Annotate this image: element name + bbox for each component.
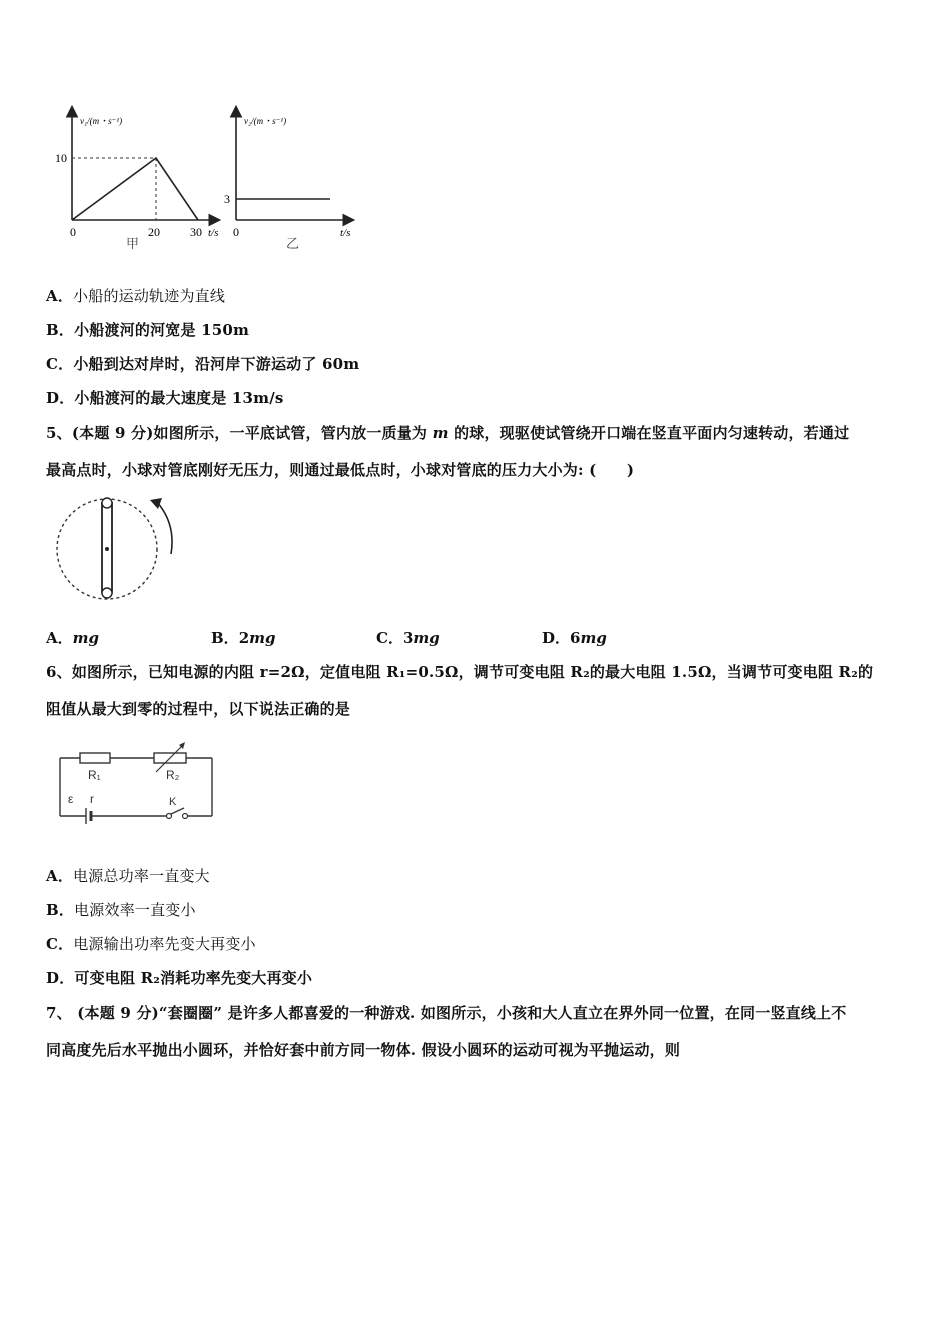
q6-stem-line1: 6、如图所示，已知电源的内阻 r=2Ω，定值电阻 R₁=0.5Ω，调节可变电阻 R₂的最大电阻 1.5Ω，当调节可变电阻 R₂的	[46, 663, 874, 681]
resistor-r1	[80, 753, 110, 763]
right-x-tick-0: 0	[233, 225, 239, 239]
left-x-tick-30: 30	[190, 225, 202, 239]
right-x-label: t/s	[340, 227, 351, 239]
q7-stem-line1: 7、 (本题 9 分)“套圈圈” 是许多人都喜爱的一种游戏. 如图所示，小孩和大人直立在界外同一位置，在同一竖直线上不	[46, 1004, 847, 1022]
left-velocity-line	[72, 158, 198, 220]
left-x-label: t/s	[208, 227, 219, 239]
left-x-tick-20: 20	[148, 225, 160, 239]
label-internal-r: r	[90, 792, 94, 806]
label-emf: ε	[68, 792, 74, 806]
rotation-arrow-head	[150, 498, 162, 509]
switch-lever	[171, 808, 184, 814]
q5-option-d: D．6mg	[542, 629, 607, 647]
label-r1: R₁	[88, 768, 101, 782]
q4-option-d: D．小船渡河的最大速度是 13m/s	[46, 389, 284, 407]
q6-option-c: C．电源输出功率先变大再变小	[46, 935, 256, 953]
q5-stem-line2: 最高点时，小球对管底刚好无压力，则通过最低点时，小球对管底的压力大小为: ( )	[46, 461, 635, 479]
velocity-time-graphs	[40, 96, 370, 258]
left-x-tick-0: 0	[70, 225, 76, 239]
switch-contact-left	[167, 814, 172, 819]
q7-stem-line2: 同高度先后水平抛出小圆环，并恰好套中前方同一物体. 假设小圆环的运动可视为平抛运动，则	[46, 1041, 681, 1059]
q5-option-b: B．2mg	[211, 629, 276, 647]
rotation-arrow	[157, 502, 172, 554]
right-y-label: v₂/(m・s⁻¹)	[244, 116, 287, 126]
q5-stem-line1: 5、(本题 9 分)如图所示，一平底试管，管内放一质量为 m 的球，现驱使试管绕开口端在竖直平面内匀速转动，若通过	[46, 424, 850, 442]
pivot-dot	[105, 547, 109, 551]
rotating-tube-figure	[50, 494, 186, 606]
left-y-label: v₁/(m・s⁻¹)	[80, 116, 123, 126]
q6-option-a: A．电源总功率一直变大	[46, 867, 210, 885]
right-caption: 乙	[286, 236, 300, 251]
right-y-tick: 3	[224, 192, 230, 206]
left-caption: 甲	[126, 236, 140, 251]
q4-option-a: A．小船的运动轨迹为直线	[46, 287, 226, 305]
q5-option-c: C．3mg	[376, 629, 440, 647]
q4-option-b: B．小船渡河的河宽是 150m	[46, 321, 250, 339]
tube-bottom-end	[102, 588, 112, 598]
q5-options	[46, 628, 906, 648]
q5-option-a: A．mg	[46, 629, 100, 647]
q6-stem-line2: 阻值从最大到零的过程中，以下说法正确的是	[46, 700, 351, 718]
switch-contact-right	[183, 814, 188, 819]
left-y-tick: 10	[55, 151, 67, 165]
q6-option-d: D．可变电阻 R₂消耗功率先变大再变小	[46, 969, 313, 987]
q4-option-c: C．小船到达对岸时，沿河岸下游运动了 60m	[46, 355, 360, 373]
q6-option-b: B．电源效率一直变小	[46, 901, 196, 919]
label-r2: R₂	[166, 768, 180, 782]
tube-mouth-end	[102, 498, 112, 508]
circuit-diagram	[52, 742, 222, 832]
label-switch-k: K	[169, 796, 177, 808]
